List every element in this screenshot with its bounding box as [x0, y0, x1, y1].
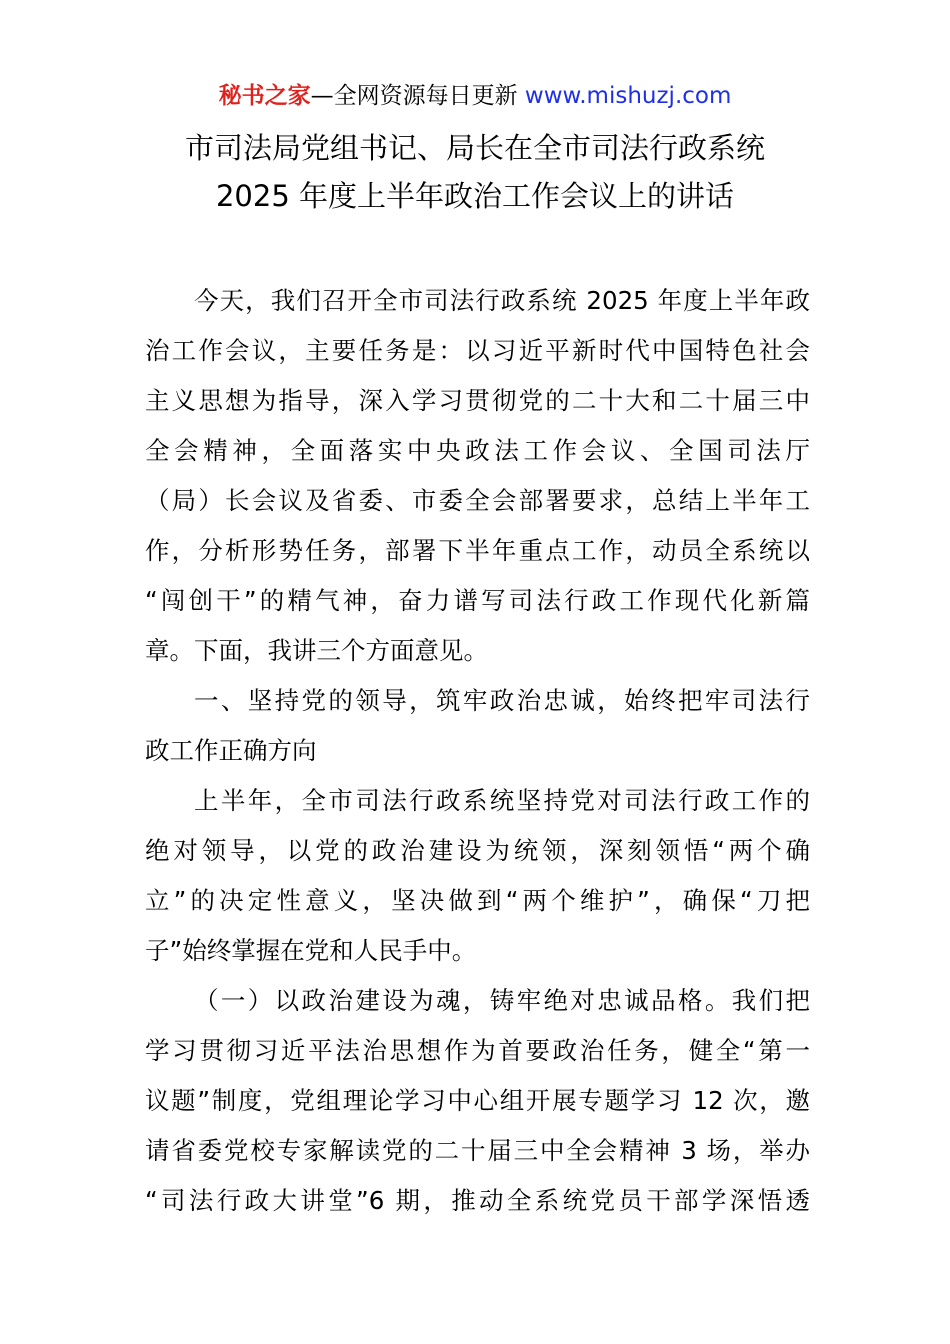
body-line: 章。下面，我讲三个方面意见。 — [145, 636, 488, 665]
body-line: 作，分析形势任务，部署下半年重点工作，动员全系统以 — [145, 536, 810, 565]
site-url[interactable]: www.mishuzj.com — [524, 83, 732, 109]
body-line: “司法行政大讲堂”6 期，推动全系统党员干部学深悟透 — [145, 1186, 810, 1215]
header-tagline: —全网资源每日更新 — [310, 83, 518, 109]
body-line: 治工作会议，主要任务是：以习近平新时代中国特色社会 — [145, 336, 810, 365]
document-title-line-2: 2025 年度上半年政治工作会议上的讲话 — [215, 179, 735, 213]
body-line: 学习贯彻习近平法治思想作为首要政治任务，健全“第一 — [145, 1036, 810, 1065]
body-line: 今天，我们召开全市司法行政系统 2025 年度上半年政 — [194, 286, 810, 315]
body-line: 子”始终掌握在党和人民手中。 — [145, 936, 477, 965]
body-line: （一）以政治建设为魂，铸牢绝对忠诚品格。我们把 — [194, 986, 810, 1015]
document-title-line-1: 市司法局党组书记、局长在全市司法行政系统 — [184, 131, 765, 165]
body-line: 上半年，全市司法行政系统坚持党对司法行政工作的 — [194, 786, 810, 815]
section-heading-line: 政工作正确方向 — [145, 736, 317, 765]
site-header — [0, 78, 950, 114]
body-line: 立”的决定性意义，坚决做到“两个维护”，确保“刀把 — [145, 886, 810, 915]
body-line: 请省委党校专家解读党的二十届三中全会精神 3 场，举办 — [145, 1136, 810, 1165]
body-line: （局）长会议及省委、市委全会部署要求，总结上半年工 — [145, 486, 810, 515]
brand-name: 秘书之家 — [218, 83, 311, 109]
body-line: 主义思想为指导，深入学习贯彻党的二十大和二十届三中 — [145, 386, 810, 415]
body-line: 议题”制度，党组理论学习中心组开展专题学习 12 次，邀 — [145, 1086, 810, 1115]
body-line: 全会精神，全面落实中央政法工作会议、全国司法厅 — [145, 436, 810, 465]
section-heading-line: 一、坚持党的领导，筑牢政治忠诚，始终把牢司法行 — [194, 686, 810, 715]
body-line: “闯创干”的精气神，奋力谱写司法行政工作现代化新篇 — [145, 586, 810, 615]
body-line: 绝对领导，以党的政治建设为统领，深刻领悟“两个确 — [145, 836, 810, 865]
document-body — [145, 276, 810, 1226]
